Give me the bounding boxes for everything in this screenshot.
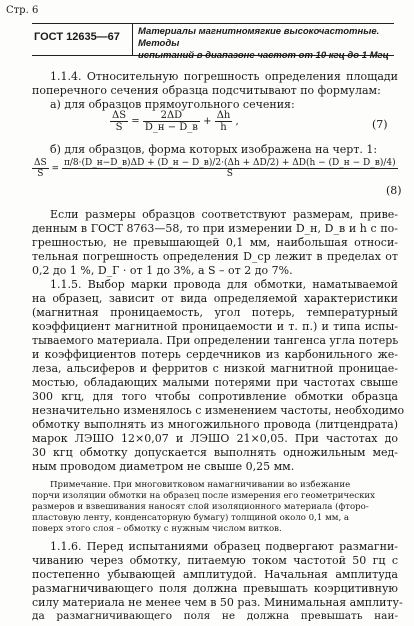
paragraph-line: тельная погрешность определения D_ср лежит в пределах от <box>32 250 398 263</box>
standard-title-line: испытаний в диапазоне частот от 10 кгц до 1 Мгц <box>138 50 389 61</box>
equation-8 <box>32 158 398 179</box>
paragraph-line: поперечного сечения образца подсчитывают по формулам: <box>32 84 381 97</box>
fraction-numerator: ΔS <box>112 110 127 121</box>
paragraph-line: чиванию через обмотку, питаемую током частотой 50 гц с <box>32 554 398 567</box>
fraction-denominator: S <box>226 169 233 179</box>
standard-number: ГОСТ 12635—67 <box>34 31 120 43</box>
fraction-numerator: 2ΔD <box>143 110 200 122</box>
paragraph-line: леза, альсиферов и ферритов с низкой магнитной проницае- <box>32 362 398 375</box>
paragraph-line: 0,2 до 1 %, D_Г · от 1 до 3%, а S – от 2 до 7%. <box>32 264 293 277</box>
fraction-numerator: π/8·(D_н−D_в)ΔD + (D_н − D_в)/2·(Δh + ΔD/2) + ΔD(h − (D_н − D_в)/4) <box>63 158 396 168</box>
note-line: пластовую ленту, конденсаторную бумагу) толщиной около 0,1 мм, а <box>32 513 350 523</box>
paragraph-line: 1.1.6. Перед испытаниями образец подвергают размагни- <box>50 540 398 553</box>
note-line: порчи изоляции обмотки на образец после измерения его геометрических <box>32 491 376 501</box>
page-number: Стр. 6 <box>6 5 39 16</box>
paragraph-line: грешностью, не превышающей 0,1 мм, наибольшая относи- <box>32 236 398 249</box>
paragraph-line: обмотку выполнять из многожильного провода (литцендрата) <box>32 418 398 431</box>
paragraph-line: б) для образцов, форма которых изображена на черт. 1: <box>50 143 378 156</box>
paragraph-line: на образец, зависит от вида определяемой характеристики <box>32 292 398 305</box>
plus-sign: + <box>203 116 212 127</box>
paragraph-line: тываемого материала. При определении тангенса угла потерь <box>32 334 399 347</box>
page-header <box>32 23 394 61</box>
paragraph-line: марок ЛЭШО 12×0,07 и ЛЭШО 21×0,05. При частотах до <box>32 432 398 445</box>
fraction-denominator: S <box>37 169 44 179</box>
paragraph-line: постепенно убывающей амплитудой. Начальная амплитуда <box>32 568 398 581</box>
paragraph-line: 1.1.4. Относительную погрешность определения площади <box>50 70 398 83</box>
fraction-denominator: h <box>220 122 227 133</box>
standard-title <box>138 26 394 62</box>
fraction-numerator: ΔS <box>34 158 47 168</box>
paragraph-line: размагничивающего поля должна превышать коэрцитивную <box>32 582 398 595</box>
paragraph-line: ным проводом диаметром не свыше 0,25 мм. <box>32 460 295 473</box>
paragraph-line: 30 кгц обмотку допускается выполнять одножильным мед- <box>32 446 398 459</box>
fraction-denominator: D_н − D_в <box>144 122 198 133</box>
fraction-denominator: S <box>115 122 123 133</box>
equation-number: (8) <box>386 184 402 197</box>
fraction-numerator: Δh <box>216 110 231 121</box>
note-line: поверх этого слоя – обмотку с нужным числом витков. <box>32 524 282 534</box>
paragraph-line: денным в ГОСТ 8763—58, то при измерении D_н, D_в и h с по- <box>32 222 398 235</box>
paragraph-line: мостью, обладающих малыми потерями при частотах свыше <box>32 376 398 389</box>
note-line: размеров и взвешивания наносят слой изоляционного материала (фторо- <box>32 502 369 512</box>
paragraph-line: 300 кгц, для того чтобы сопротивление обмотки образца <box>32 390 398 403</box>
paragraph-line: незначительно изменялось с изменением частоты, необходимо <box>32 404 405 417</box>
equals-sign: = <box>51 164 60 174</box>
paragraph-line: да размагничивающего поля не должна превышать наи- <box>32 610 398 622</box>
fraction <box>110 110 128 133</box>
note-line: Примечание. При многовитковом намагничивании во избежание <box>50 480 351 490</box>
comma: , <box>235 116 239 127</box>
paragraph-line: а) для образцов прямоугольного сечения: <box>50 98 295 111</box>
fraction <box>215 110 233 133</box>
header-divider <box>132 24 133 55</box>
paragraph-line: Если размеры образцов соответствуют размерам, приве- <box>50 208 398 221</box>
equals-sign: = <box>131 116 140 127</box>
equation-number: (7) <box>372 118 388 131</box>
paragraph-line: и коэффициентов потерь сердечников из карбонильного же- <box>32 348 398 361</box>
fraction <box>62 158 398 179</box>
paragraph-line: 1.1.5. Выбор марки провода для обмотки, наматываемой <box>50 278 398 291</box>
paragraph-line: силу материала не менее чем в 50 раз. Минимальная амплиту- <box>32 596 403 609</box>
equation-7 <box>110 110 239 133</box>
paragraph-line: коэффициент магнитной проницаемости и т. п.) и типа испы- <box>32 320 398 333</box>
fraction <box>32 158 49 179</box>
paragraph-line: (магнитная проницаемость, угол потерь, температурный <box>32 306 398 319</box>
fraction <box>143 110 200 133</box>
standard-title-line: Материалы магнитномягкие высокочастотные. Методы <box>138 26 380 49</box>
